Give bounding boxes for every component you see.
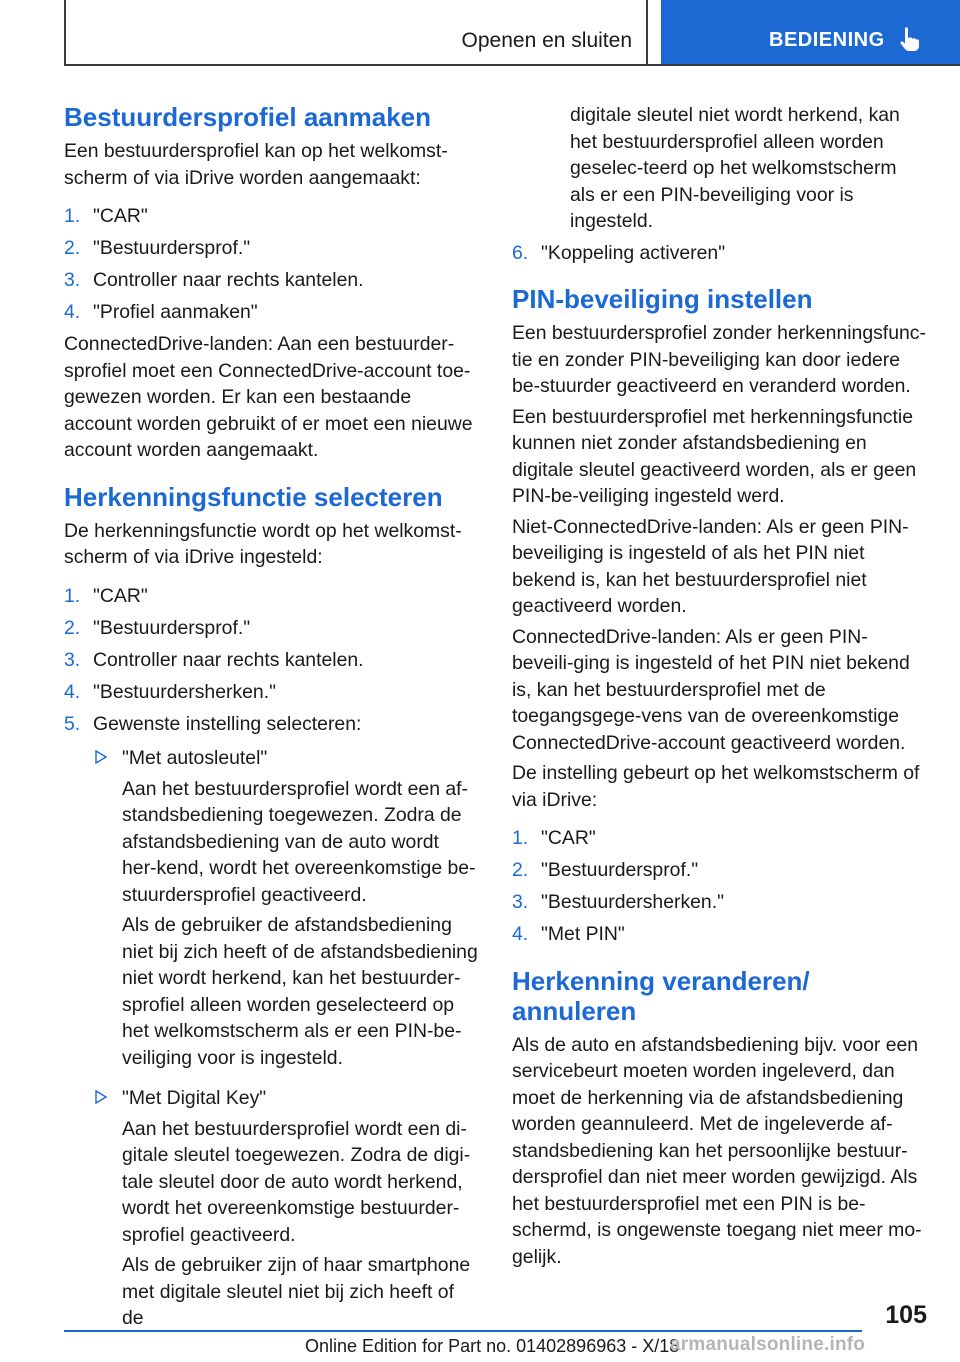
paragraph: Niet-ConnectedDrive-landen: Als er geen PIN-beveiliging is ingesteld of als het PIN niet bekend is, kan het bestuurdersprofiel niet geactiveerd worden.: [512, 515, 909, 617]
watermark: armanualsonline.info: [670, 1334, 866, 1355]
step-number: 2.: [64, 237, 81, 259]
footer-rule: [64, 1330, 862, 1332]
list-item: [64, 615, 478, 642]
step-text: "CAR": [541, 827, 596, 849]
paragraph: ConnectedDrive-landen: Als er geen PIN-beveili-ging is ingesteld of het PIN niet bekend is, kan het bestuurdersprofiel met de toegangsgege-vens van de overeenkomstige ConnectedDrive-account geactiveerd worden.: [512, 625, 910, 754]
step-number: 4.: [64, 680, 81, 703]
triangle-bullet-icon: [95, 750, 107, 764]
step-number: 3.: [512, 891, 529, 913]
step-number: 6.: [512, 241, 529, 264]
step-number: 4.: [512, 923, 529, 945]
step-number: 2.: [512, 859, 529, 881]
steps-list-create-profile: [64, 203, 478, 326]
step-text: "Profiel aanmaken": [93, 301, 258, 323]
step-number: 3.: [64, 269, 81, 291]
step-text: Controller naar rechts kantelen.: [93, 269, 364, 291]
edition-text: Online Edition for Part no. 01402896963 - X/18: [305, 1336, 680, 1356]
section-title-create-profile: Bestuurdersprofiel aanmaken: [64, 102, 432, 132]
step-number: 3.: [64, 648, 81, 671]
step-number: 1.: [512, 827, 529, 849]
steps-list-pin: [512, 825, 926, 948]
paragraph: ConnectedDrive-landen: Aan een bestuurder-sprofiel moet een ConnectedDrive-account toe-gewezen worden. Er kan een bestaande account worden gebruikt of er moet een nieuwe account worden aangemaakt.: [64, 333, 473, 461]
list-item: [64, 299, 478, 326]
step-text: "CAR": [93, 205, 148, 227]
header-rule: [64, 64, 960, 66]
option-item: [93, 745, 478, 1071]
section-tab: [661, 0, 960, 64]
list-item: [64, 583, 478, 610]
step-text: "Met PIN": [541, 923, 625, 945]
step-number: 4.: [64, 301, 81, 323]
section-title-pin: PIN-beveiliging instellen: [512, 284, 813, 314]
step-text: "Bestuurdersprof.": [93, 237, 251, 259]
left-column: [64, 102, 478, 1346]
section-tab-label: BEDIENING: [769, 29, 885, 51]
section-title-recognition: Herkenningsfunctie selecteren: [64, 481, 443, 512]
step-number: 2.: [64, 616, 81, 639]
paragraph: Een bestuurdersprofiel zonder herkenningsfunc-tie en zonder PIN-beveiliging kan door iedere be-stuurder geactiveerd en veranderd worden.: [512, 322, 926, 397]
option-label: "Met autosleutel": [122, 747, 268, 769]
option-label: "Met Digital Key": [122, 1087, 267, 1109]
options-list: [93, 745, 478, 1332]
step-text: "Bestuurdersherken.": [541, 891, 724, 913]
step-number: 5.: [64, 712, 81, 735]
steps-list-continued: [512, 240, 926, 267]
list-item: [64, 203, 478, 230]
paragraph: De herkenningsfunctie wordt op het welkomst-scherm of via iDrive ingesteld:: [64, 519, 462, 568]
list-item: [512, 889, 926, 916]
list-item: [64, 711, 478, 1332]
list-item: [64, 235, 478, 262]
steps-list-recognition: [64, 583, 478, 1332]
step-text: "CAR": [93, 584, 148, 607]
step-text: Gewenste instelling selecteren:: [93, 712, 362, 735]
chapter-tab: [66, 0, 648, 64]
list-item: [64, 267, 478, 294]
step-text: "Koppeling activeren": [541, 241, 726, 264]
section-title-change-recognition: Herkenning veranderen/ annuleren: [512, 965, 810, 1026]
hand-pointer-icon: [896, 26, 922, 52]
option-item: [93, 1085, 478, 1332]
chapter-tab-label: Openen en sluiten: [461, 29, 632, 52]
paragraph: Aan het bestuurdersprofiel wordt een af-standsbediening toegewezen. Zodra de afstandsbediening van de auto wordt her-kend, wordt het overeenkomstige be-stuurdersprofiel geactiveerd.: [122, 777, 476, 906]
list-item: [512, 921, 926, 948]
triangle-bullet-icon: [95, 1090, 107, 1104]
step-text: Controller naar rechts kantelen.: [93, 648, 364, 671]
right-column: [512, 102, 926, 1270]
list-item: [512, 240, 926, 267]
step-text: "Bestuurdersprof.": [541, 859, 699, 881]
list-item: [512, 825, 926, 852]
step-number: 1.: [64, 205, 81, 227]
page-number: 105: [885, 1301, 927, 1329]
paragraph: De instelling gebeurt op het welkomstscherm of via iDrive:: [512, 762, 920, 811]
step-text: "Bestuurdersprof.": [93, 616, 251, 639]
step-text: "Bestuurdersherken.": [93, 680, 276, 703]
page-header: [0, 0, 960, 66]
paragraph: Een bestuurdersprofiel met herkenningsfunctie kunnen niet zonder afstandsbediening en digitale sleutel geactiveerd worden, als er geen PIN-be-veiliging ingesteld werd.: [512, 405, 917, 507]
paragraph: Als de gebruiker zijn of haar smartphone met digitale sleutel niet bij zich heeft of de: [122, 1254, 471, 1329]
paragraph: Als de gebruiker de afstandsbediening niet bij zich heeft of de afstandsbediening niet wordt herkend, kan het bestuurder-sprofiel alleen worden geselecteerd op het welkomstscherm als er een PIN-be-veiliging voor is ingesteld.: [122, 914, 478, 1069]
paragraph: digitale sleutel niet wordt herkend, kan het bestuurdersprofiel alleen worden geselec-teerd op het welkomstscherm als er een PIN-beveiliging voor is ingesteld.: [570, 104, 900, 232]
step-number: 1.: [64, 584, 81, 607]
list-item: [512, 857, 926, 884]
paragraph: Een bestuurdersprofiel kan op het welkomst-scherm of via iDrive worden aangemaakt:: [64, 140, 448, 189]
list-item: [64, 647, 478, 674]
paragraph: Aan het bestuurdersprofiel wordt een di-gitale sleutel toegewezen. Zodra de digi-tale sleutel door de auto wordt herkend, wordt het overeenkomstige bestuurder-sprofiel geactiveerd.: [122, 1117, 471, 1246]
list-item: [64, 679, 478, 706]
paragraph: Als de auto en afstandsbediening bijv. voor een servicebeurt moeten worden ingeleverd, dan moet de herkenning via de afstandsbediening worden geannuleerd. Met de ingeleverde af-standsbediening kan het persoonlijke bestuur-dersprofiel dan niet meer worden gewijzigd. Als het bestuurdersprofiel met een PIN is be-schermd, is ongewenste toegang niet meer mo-gelijk.: [512, 1033, 922, 1268]
